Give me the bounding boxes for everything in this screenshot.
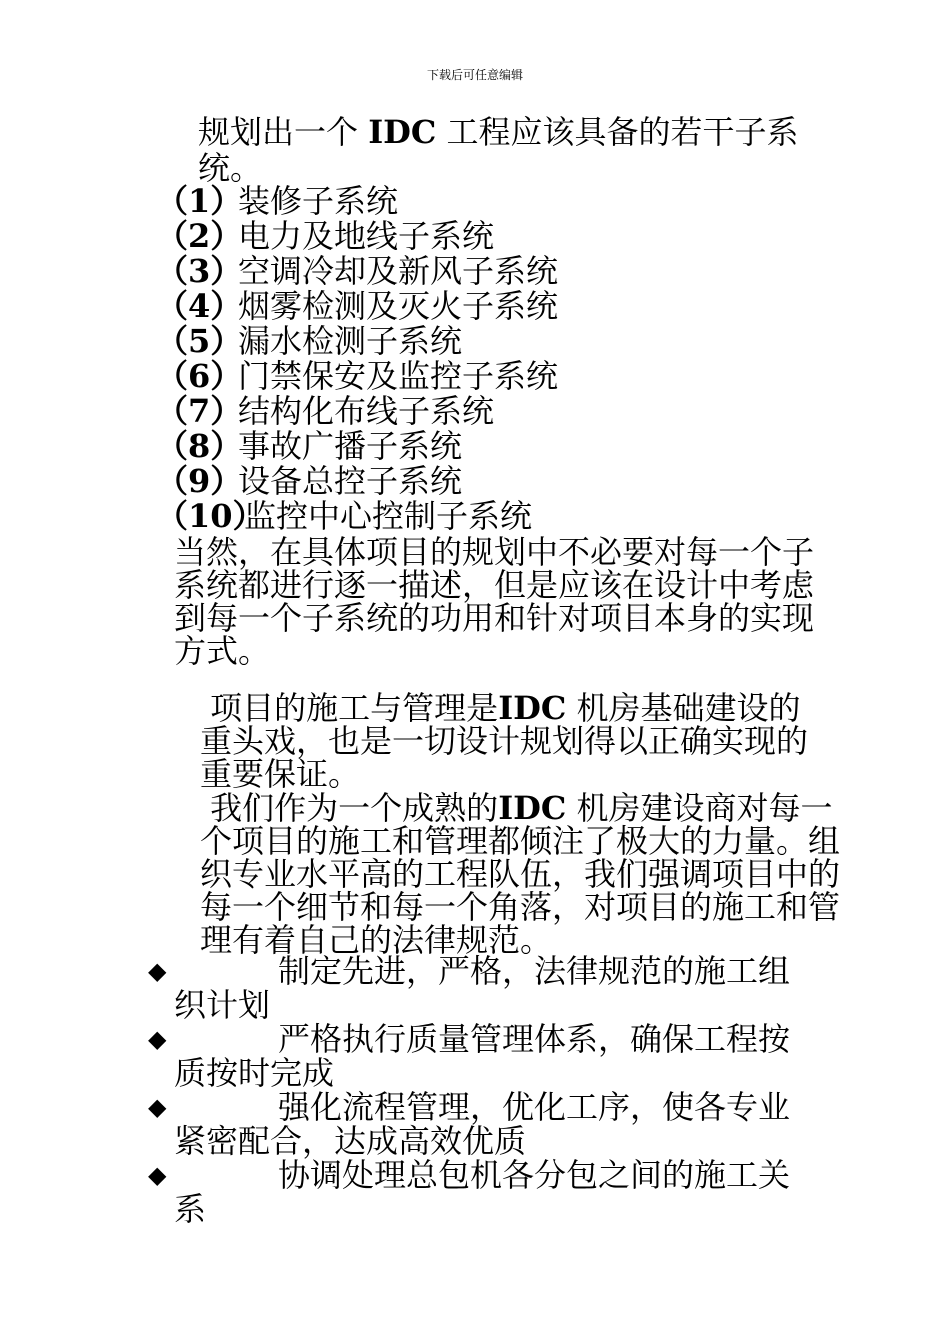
bullet-line-2: 紧密配合，达成高效优质 [174,1122,527,1160]
list-item [156,429,462,464]
list-item-label: 设备总控子系统 [238,462,463,500]
diamond-bullet-icon: ◆ [148,1093,167,1121]
list-item-number: （3） [156,252,243,290]
bullet-line-1: 协调处理总包机各分包之间的施工关 [278,1156,791,1194]
list-item [156,359,558,394]
diamond-bullet-icon: ◆ [148,1161,167,1189]
list-item-label: 结构化布线子系统 [238,392,495,430]
bullet-line-2: 质按时完成 [174,1054,335,1092]
list-item-number: （8） [156,427,243,465]
list-item-number: （4） [156,287,243,325]
list-item-number: （1） [156,182,243,220]
page-header: 下载后可任意编辑 [426,68,523,82]
bullet-line-1: 制定先进，严格，法律规范的施工组 [278,952,791,990]
para2-text-2: 机房基础建设的重头戏，也是一切设计规划得以正确实现的重要保证。 [200,689,809,793]
bullet-line-2: 系 [174,1190,207,1228]
list-item [156,254,558,289]
diamond-bullet-icon: ◆ [148,957,167,985]
construction-paragraph [200,689,814,793]
bullet-line-1: 严格执行质量管理体系，确保工程按 [278,1020,791,1058]
list-item [156,324,462,359]
para2-idc: IDC [498,689,567,727]
planning-note-paragraph: 当然，在具体项目的规划中不必要对每一个子系统都进行逐一描述，但是应该在设计中考虑到每一个子系统的功用和针对项目本身的实现方式。 [174,533,815,670]
list-item-number: （9） [156,462,243,500]
para3-idc: IDC [498,789,567,827]
company-paragraph [200,789,841,959]
bullet-line-2: 织计划 [174,986,271,1024]
intro-paragraph [198,114,818,186]
intro-text-2: 工程应该具备的若干子系统。 [198,113,799,187]
list-item-label: 空调冷却及新风子系统 [238,252,559,290]
list-item-number: （10） [156,497,265,535]
list-item-number: （5） [156,322,243,360]
list-item-label: 门禁保安及监控子系统 [238,357,559,395]
bullet-item [148,1158,814,1226]
list-item-label: 烟雾检测及灭火子系统 [238,287,559,325]
list-item [156,464,462,499]
bullet-item [148,954,814,1022]
intro-idc: IDC [368,113,437,151]
list-item [156,394,494,429]
list-item-number: （7） [156,392,243,430]
list-item [156,219,494,254]
list-item [156,289,558,324]
list-item-label: 事故广播子系统 [238,427,463,465]
para2-text-1: 项目的施工与管理是 [210,689,499,727]
para3-text-1: 我们作为一个成熟的 [210,789,499,827]
list-item-label: 电力及地线子系统 [238,217,495,255]
list-item-number: （6） [156,357,243,395]
bullet-item [148,1090,814,1158]
list-item-label: 监控中心控制子系统 [244,497,533,535]
list-item-number: （2） [156,217,243,255]
list-item-label: 装修子系统 [238,182,399,220]
para3-text-2: 机房建设商对每一个项目的施工和管理都倾注了极大的力量。组织专业水平高的工程队伍，我们强调项目中的每一个细节和每一个角落，对项目的施工和管理有着自己的法律规范。 [200,789,841,959]
list-item-label: 漏水检测子系统 [238,322,463,360]
intro-text-1: 规划出一个 [198,113,359,151]
list-item [156,499,532,534]
bullet-line-1: 强化流程管理，优化工序，使各专业 [278,1088,791,1126]
list-item [156,184,398,219]
diamond-bullet-icon: ◆ [148,1025,167,1053]
bullet-item [148,1022,814,1090]
